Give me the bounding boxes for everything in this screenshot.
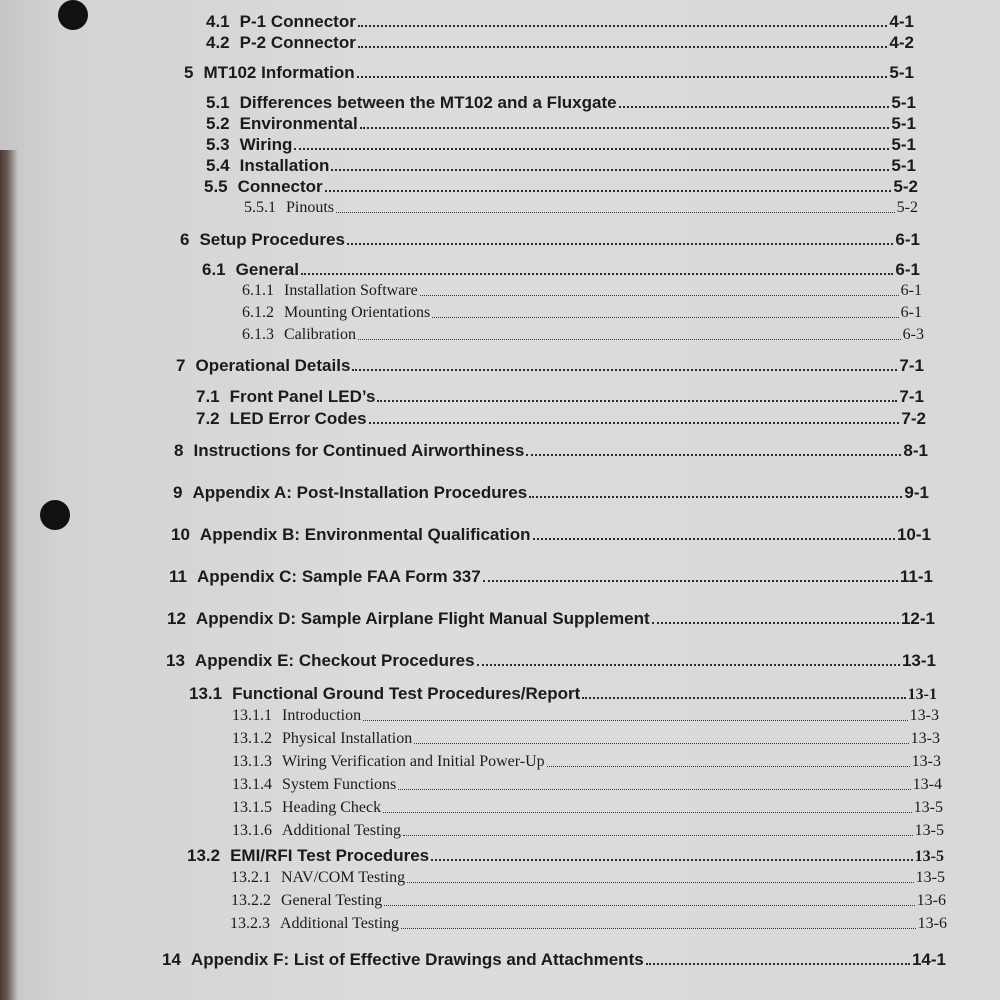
toc-entry [232, 707, 939, 725]
toc-entry-page: 13-3 [910, 730, 940, 747]
toc-entry [169, 567, 933, 587]
toc-entry [206, 114, 916, 134]
toc-entry-title: EMI/RFI Test Procedures [230, 846, 430, 865]
toc-entry [244, 199, 918, 217]
toc-entry-page: 5-1 [891, 93, 916, 112]
dot-leader [360, 127, 890, 129]
toc-entry-title: Installation Software [284, 282, 418, 299]
toc-entry-page: 13-3 [909, 707, 939, 724]
dot-leader [619, 106, 890, 108]
toc-entry-title: Differences between the MT102 and a Fluxgate [239, 93, 617, 112]
dot-leader [358, 339, 901, 340]
toc-entry-number: 5 [184, 63, 194, 82]
toc-entry-number: 4.1 [206, 12, 230, 31]
toc-entry-title: Calibration [284, 326, 356, 343]
toc-entry-page: 6-1 [900, 282, 922, 299]
dot-leader [325, 190, 892, 192]
toc-entry [206, 135, 916, 155]
toc-entry-title: Appendix C: Sample FAA Form 337 [196, 567, 481, 586]
toc-entry-number: 13.1.3 [232, 753, 272, 770]
toc-entry-title: Appendix A: Post-Installation Procedures [192, 483, 528, 502]
dot-leader [403, 835, 913, 836]
toc-entry-title: General [235, 260, 299, 279]
toc-entry [180, 230, 920, 250]
toc-entry-title: Environmental [239, 114, 358, 133]
toc-entry-number: 13.1.2 [232, 730, 272, 747]
toc-entry-number: 4.2 [206, 33, 230, 52]
toc-entry-number: 8 [174, 441, 184, 460]
dot-leader [384, 905, 914, 906]
toc-entry-page: 11-1 [899, 567, 933, 586]
toc-entry-title: Appendix B: Environmental Qualification [199, 525, 531, 544]
toc-entry [231, 869, 945, 887]
toc-entry-title: Setup Procedures [199, 230, 345, 249]
toc-entry-page: 4-1 [889, 12, 914, 31]
dot-leader [526, 454, 901, 456]
dot-leader [401, 928, 916, 929]
toc-entry-title: Mounting Orientations [284, 304, 431, 321]
dot-leader [407, 882, 914, 883]
toc-entry [196, 387, 924, 407]
toc-entry-title: Physical Installation [282, 730, 413, 747]
toc-entry [184, 63, 914, 83]
dot-leader [377, 400, 897, 402]
dot-leader [294, 148, 889, 150]
dot-leader [547, 766, 910, 767]
toc-entry-number: 11 [169, 567, 187, 586]
punch-hole-middle [40, 500, 70, 530]
toc-entry [230, 915, 947, 933]
dot-leader [347, 243, 893, 245]
toc-entry-page: 7-1 [899, 356, 924, 375]
toc-entry-title: Appendix F: List of Effective Drawings and Attachments [190, 950, 644, 969]
toc-entry [232, 776, 942, 794]
toc-entry [187, 846, 944, 866]
toc-entry [171, 525, 931, 545]
dot-leader [398, 789, 910, 790]
toc-entry-page: 13-5 [913, 799, 943, 816]
toc-entry [206, 156, 916, 176]
toc-entry-number: 13.1.5 [232, 799, 272, 816]
toc-entry-number: 6 [180, 230, 190, 249]
dot-leader [336, 212, 895, 213]
toc-entry [242, 326, 924, 344]
dot-leader [414, 743, 908, 744]
toc-entry-page: 13-1 [901, 651, 936, 670]
toc-entry [196, 409, 926, 429]
dot-leader [646, 963, 910, 965]
toc-entry [173, 483, 929, 503]
toc-entry-page: 13-4 [912, 776, 942, 793]
toc-entry-page: 5-1 [891, 156, 916, 175]
toc-entry-page: 13-1 [907, 686, 937, 703]
toc-entry [162, 950, 946, 970]
dot-leader [432, 317, 898, 318]
toc-entry-number: 5.2 [206, 114, 230, 133]
toc-entry-page: 8-1 [903, 441, 928, 460]
toc-entry-number: 13.1.1 [232, 707, 272, 724]
toc-entry-number: 10 [171, 525, 190, 544]
toc-entry-number: 5.5.1 [244, 199, 276, 216]
toc-entry-page: 9-1 [904, 483, 929, 502]
toc-entry-number: 6.1.3 [242, 326, 274, 343]
toc-entry-title: Installation [239, 156, 330, 175]
toc-entry-number: 12 [167, 609, 186, 628]
dot-leader [331, 169, 889, 171]
toc-entry-number: 7.1 [196, 387, 220, 406]
toc-entry-title: Operational Details [195, 356, 351, 375]
dot-leader [357, 76, 888, 78]
toc-entry-number: 5.3 [206, 135, 230, 154]
toc-entry-number: 13.1.4 [232, 776, 272, 793]
toc-entry [242, 282, 922, 300]
toc-entry-number: 6.1 [202, 260, 226, 279]
toc-entry-number: 13.2.3 [230, 915, 270, 932]
toc-entry-page: 10-1 [896, 525, 931, 544]
toc-entry-page: 5-1 [891, 135, 916, 154]
toc-entry-page: 14-1 [911, 950, 946, 969]
toc-entry-title: Appendix D: Sample Airplane Flight Manual Supplement [195, 609, 650, 628]
toc-entry [174, 441, 928, 461]
toc-entry-title: LED Error Codes [229, 409, 367, 428]
toc-entry-title: Heading Check [282, 799, 382, 816]
toc-entry-number: 13.1 [189, 684, 223, 703]
dot-leader [582, 697, 905, 699]
toc-entry-title: Instructions for Continued Airworthiness [193, 441, 525, 460]
toc-entry-title: MT102 Information [203, 63, 355, 82]
dot-leader [420, 295, 899, 296]
toc-entry-page: 13-3 [911, 753, 941, 770]
dot-leader [652, 622, 899, 624]
toc-entry [232, 753, 941, 771]
toc-entry [232, 822, 944, 840]
toc-entry [232, 799, 943, 817]
binder-edge [0, 150, 18, 1000]
toc-entry-title: Front Panel LED’s [229, 387, 376, 406]
toc-entry-title: Appendix E: Checkout Procedures [194, 651, 475, 670]
toc-entry [231, 892, 946, 910]
dot-leader [477, 664, 900, 666]
dot-leader [383, 812, 912, 813]
toc-entry-number: 14 [162, 950, 181, 969]
toc-entry-page: 6-3 [902, 326, 924, 343]
toc-entry-title: Additional Testing [282, 822, 402, 839]
dot-leader [431, 859, 913, 861]
toc-entry-title: Connector [237, 177, 323, 196]
toc-entry-number: 13.2 [187, 846, 221, 865]
toc-entry-number: 5.4 [206, 156, 230, 175]
toc-entry-page: 5-1 [891, 114, 916, 133]
toc-entry-page: 4-2 [889, 33, 914, 52]
toc-entry-page: 13-6 [916, 892, 946, 909]
punch-hole-top [58, 0, 88, 30]
toc-entry-number: 6.1.1 [242, 282, 274, 299]
dot-leader [529, 496, 902, 498]
toc-entry-page: 12-1 [900, 609, 935, 628]
toc-entry-page: 5-2 [893, 177, 918, 196]
toc-entry [167, 609, 935, 629]
toc-entry-title: Wiring Verification and Initial Power-Up [282, 753, 545, 770]
toc-entry-number: 13.2.2 [231, 892, 271, 909]
toc-entry-number: 7 [176, 356, 186, 375]
toc-entry-title: Wiring [239, 135, 293, 154]
toc-entry-title: Additional Testing [280, 915, 400, 932]
toc-entry-title: P-1 Connector [239, 12, 356, 31]
dot-leader [483, 580, 898, 582]
toc-entry-title: General Testing [281, 892, 383, 909]
toc-entry [166, 651, 936, 671]
toc-entry [176, 356, 924, 376]
toc-entry-page: 13-5 [914, 822, 944, 839]
toc-entry [232, 730, 940, 748]
toc-entry [202, 260, 920, 280]
toc-entry-page: 5-1 [889, 63, 914, 82]
toc-entry-page: 6-1 [900, 304, 922, 321]
dot-leader [533, 538, 895, 540]
toc-entry-title: NAV/COM Testing [281, 869, 406, 886]
toc-entry-number: 9 [173, 483, 183, 502]
toc-entry-number: 7.2 [196, 409, 220, 428]
toc-entry-number: 13 [166, 651, 185, 670]
toc-entry-number: 13.2.1 [231, 869, 271, 886]
toc-entry-page: 7-2 [901, 409, 926, 428]
toc-entry [204, 177, 918, 197]
toc-entry-title: Pinouts [286, 199, 335, 216]
dot-leader [358, 46, 888, 48]
toc-entry-title: P-2 Connector [239, 33, 356, 52]
toc-entry-title: System Functions [282, 776, 397, 793]
toc-entry-page: 13-5 [915, 869, 945, 886]
toc-entry-page: 13-6 [917, 915, 947, 932]
toc-entry-number: 13.1.6 [232, 822, 272, 839]
dot-leader [352, 369, 897, 371]
toc-entry [206, 93, 916, 113]
dot-leader [363, 720, 908, 721]
toc-entry-number: 5.5 [204, 177, 228, 196]
dot-leader [301, 273, 893, 275]
dot-leader [369, 422, 900, 424]
toc-entry-title: Introduction [282, 707, 362, 724]
toc-entry-title: Functional Ground Test Procedures/Report [232, 684, 581, 703]
dot-leader [358, 25, 888, 27]
toc-entry-page: 5-2 [896, 199, 918, 216]
toc-entry-page: 7-1 [899, 387, 924, 406]
toc-entry [206, 33, 914, 53]
toc-entry-page: 6-1 [895, 260, 920, 279]
toc-entry-number: 5.1 [206, 93, 230, 112]
toc-entry [206, 12, 914, 32]
toc-entry [189, 684, 937, 704]
toc-entry [242, 304, 922, 322]
toc-entry-number: 6.1.2 [242, 304, 274, 321]
toc-entry-page: 13-5 [914, 848, 944, 865]
toc-entry-page: 6-1 [895, 230, 920, 249]
